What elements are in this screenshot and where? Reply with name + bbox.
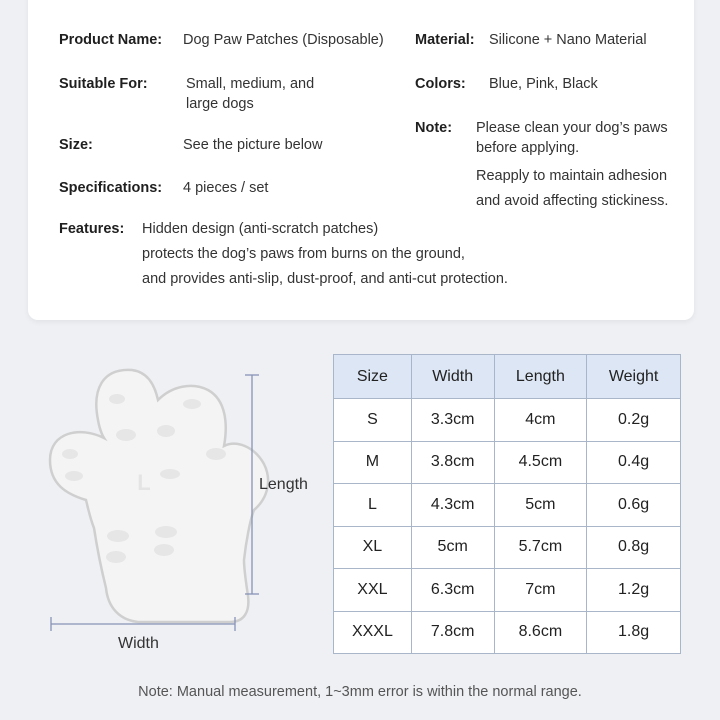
cell-size: XXL bbox=[334, 569, 412, 612]
table-row bbox=[334, 569, 681, 612]
cell-width: 4.3cm bbox=[411, 484, 494, 527]
cell-length: 5cm bbox=[494, 484, 587, 527]
cell-width: 7.8cm bbox=[411, 611, 494, 654]
table-row bbox=[334, 399, 681, 442]
colors-value: Blue, Pink, Black bbox=[489, 76, 598, 92]
cell-size: M bbox=[334, 441, 412, 484]
features-line1: Hidden design (anti-scratch patches) bbox=[142, 221, 379, 237]
cell-length: 7cm bbox=[494, 569, 587, 612]
cell-width: 3.8cm bbox=[411, 441, 494, 484]
cell-length: 5.7cm bbox=[494, 526, 587, 569]
suitable-label: Suitable For: bbox=[59, 76, 148, 92]
suitable-value-line2: large dogs bbox=[186, 96, 254, 112]
table-row bbox=[334, 611, 681, 654]
note-value-line1: Please clean your dog’s paws bbox=[476, 120, 668, 136]
size-value: See the picture below bbox=[183, 137, 323, 153]
cell-weight: 0.6g bbox=[587, 484, 681, 527]
note-value-line3: Reapply to maintain adhesion bbox=[476, 168, 668, 184]
length-label: Length bbox=[259, 476, 308, 493]
header-size: Size bbox=[334, 355, 412, 399]
header-width: Width bbox=[411, 355, 494, 399]
cell-weight: 0.8g bbox=[587, 526, 681, 569]
size-chart-table bbox=[333, 354, 681, 654]
paw-patch-icon bbox=[40, 360, 330, 660]
table-row bbox=[334, 441, 681, 484]
spec-card bbox=[28, 0, 694, 320]
material-label: Material: bbox=[415, 32, 475, 48]
note-label: Note: bbox=[415, 120, 453, 136]
header-weight: Weight bbox=[587, 355, 681, 399]
cell-length: 4.5cm bbox=[494, 441, 587, 484]
product-name-label: Product Name: bbox=[59, 32, 163, 48]
specifications-label: Specifications: bbox=[59, 180, 163, 196]
table-header-row bbox=[334, 355, 681, 399]
features-label: Features: bbox=[59, 221, 125, 237]
features-line3: and provides anti-slip, dust-proof, and anti-cut protection. bbox=[142, 271, 508, 287]
width-label: Width bbox=[118, 635, 159, 652]
colors-label: Colors: bbox=[415, 76, 466, 92]
cell-width: 6.3cm bbox=[411, 569, 494, 612]
cell-size: L bbox=[334, 484, 412, 527]
table-row bbox=[334, 484, 681, 527]
cell-size: XL bbox=[334, 526, 412, 569]
cell-weight: 0.2g bbox=[587, 399, 681, 442]
cell-width: 5cm bbox=[411, 526, 494, 569]
note-value-line4: and avoid affecting stickiness. bbox=[476, 193, 669, 209]
measurement-footnote: Note: Manual measurement, 1~3mm error is within the normal range. bbox=[138, 684, 582, 700]
suitable-value-line1: Small, medium, and bbox=[186, 76, 315, 92]
features-line2: protects the dog’s paws from burns on the ground, bbox=[142, 246, 465, 262]
cell-size: XXXL bbox=[334, 611, 412, 654]
paw-patch-diagram bbox=[40, 360, 330, 660]
cell-length: 4cm bbox=[494, 399, 587, 442]
product-name-value: Dog Paw Patches (Disposable) bbox=[183, 32, 384, 48]
note-value-line2: before applying. bbox=[476, 140, 580, 156]
header-length: Length bbox=[494, 355, 587, 399]
cell-size: S bbox=[334, 399, 412, 442]
specifications-value: 4 pieces / set bbox=[183, 180, 269, 196]
table-row bbox=[334, 526, 681, 569]
cell-weight: 1.8g bbox=[587, 611, 681, 654]
cell-weight: 0.4g bbox=[587, 441, 681, 484]
patch-size-letter: L bbox=[137, 470, 151, 495]
material-value: Silicone + Nano Material bbox=[489, 32, 647, 48]
size-label: Size: bbox=[59, 137, 93, 153]
cell-width: 3.3cm bbox=[411, 399, 494, 442]
cell-length: 8.6cm bbox=[494, 611, 587, 654]
cell-weight: 1.2g bbox=[587, 569, 681, 612]
